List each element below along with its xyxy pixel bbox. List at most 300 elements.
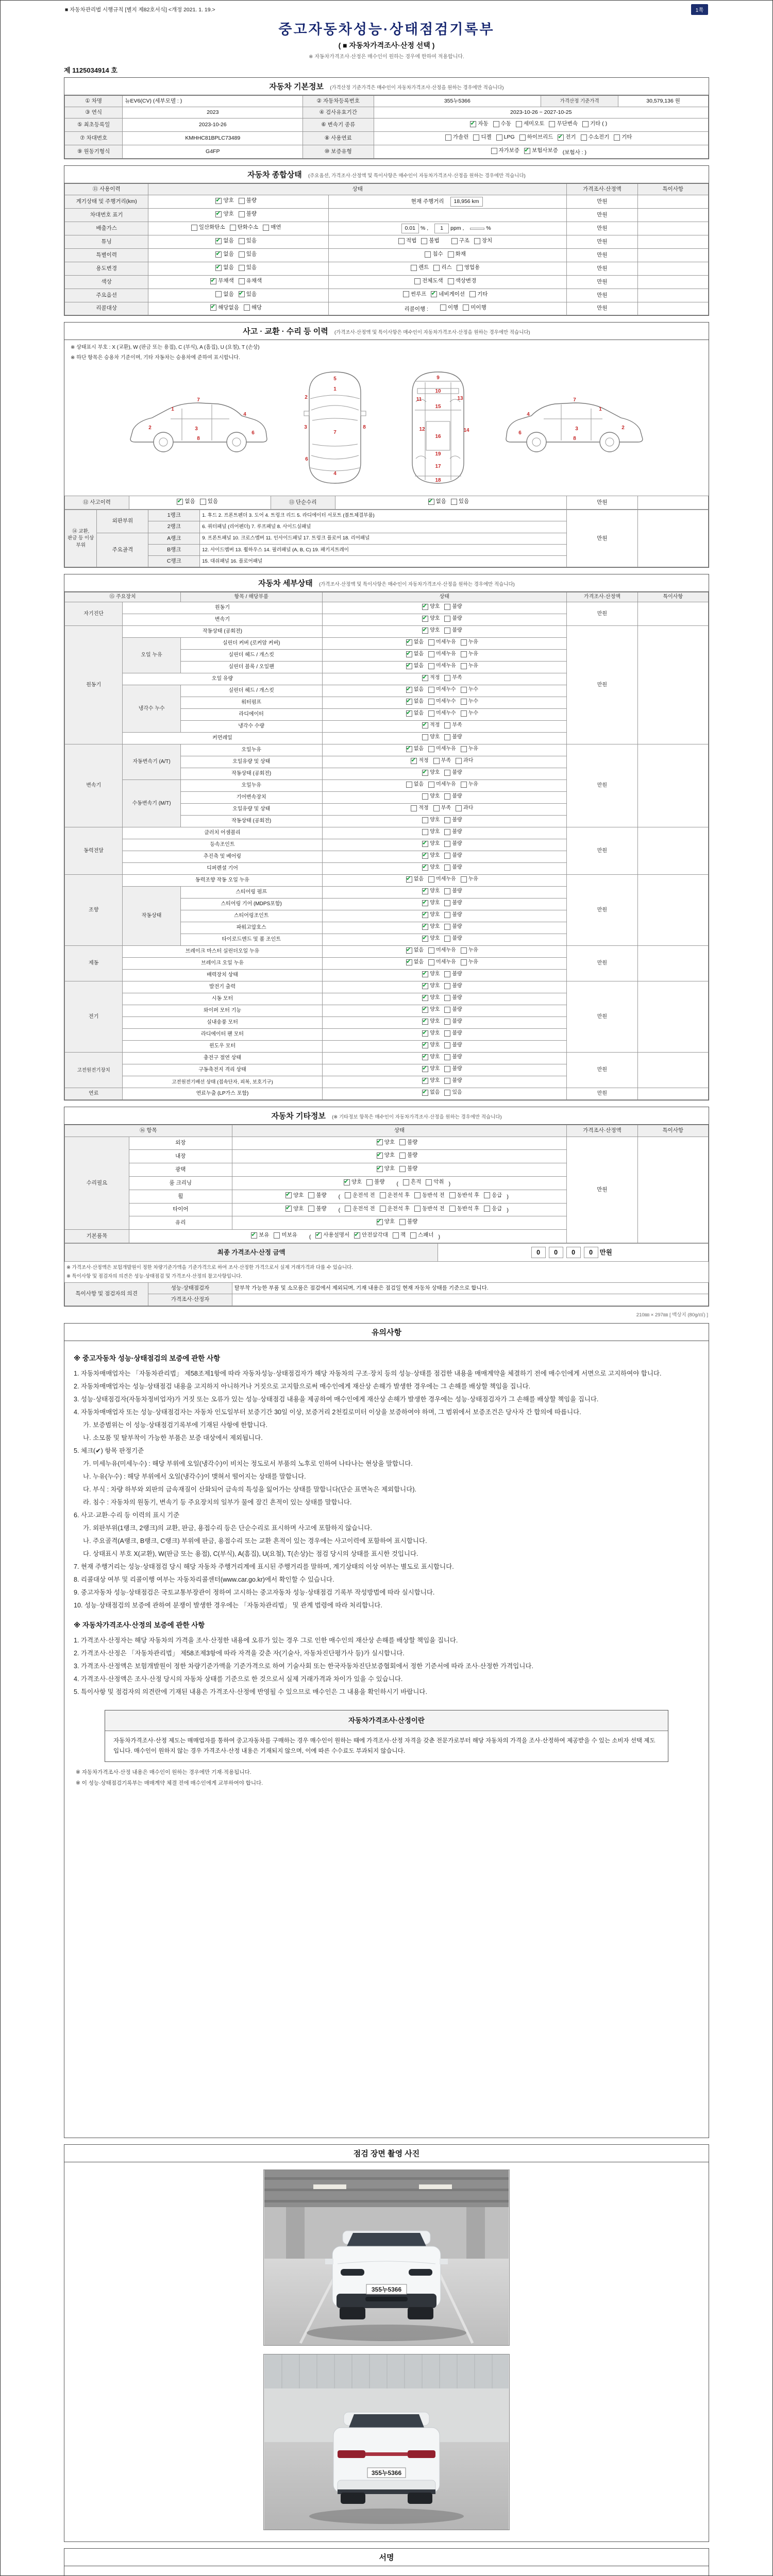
value-cell <box>637 249 708 262</box>
signature-title: 서명 <box>379 2553 394 2562</box>
checkbox <box>428 639 434 646</box>
option: 불량 <box>444 1065 462 1073</box>
option: ✔ 양호 <box>422 1077 440 1084</box>
option: ✔ 양호 <box>215 197 233 205</box>
option: 불량 <box>444 900 462 907</box>
detail-table <box>64 592 709 1100</box>
value-cell: 만원 <box>567 222 637 235</box>
svg-text:14: 14 <box>463 428 469 434</box>
option: ✔ 양호 <box>422 769 440 776</box>
option: 불량 <box>444 888 462 895</box>
value-cell: 시동 모터 <box>123 993 322 1005</box>
value-cell <box>329 195 567 209</box>
value-cell: 만원 <box>567 875 637 946</box>
value-cell: 만원 <box>567 195 637 209</box>
option: 있음 <box>239 250 257 258</box>
checkbox <box>444 829 450 835</box>
option: 불량 <box>444 935 462 942</box>
checkbox-checked <box>422 912 428 918</box>
section-accident-history <box>64 322 709 568</box>
label-cell: 특이사항 <box>637 592 708 602</box>
value-cell: 작동상태 (공회전) <box>123 626 322 638</box>
value-cell <box>148 249 329 262</box>
value-cell <box>322 934 567 946</box>
checkbox <box>274 1232 280 1239</box>
label-cell: 성능·상태점검자 <box>148 1283 232 1294</box>
option: ✔ 양호 <box>422 982 440 990</box>
value-cell <box>322 875 567 887</box>
svg-text:19: 19 <box>435 451 441 457</box>
option: 미세누유 <box>428 876 456 883</box>
section-other-info <box>64 1107 709 1306</box>
checkbox <box>461 651 467 657</box>
option: 악취 <box>426 1178 444 1186</box>
checkbox <box>461 876 467 883</box>
option: 양호 <box>422 734 440 741</box>
value-cell <box>637 510 708 567</box>
value-cell <box>637 1053 708 1088</box>
checkbox <box>428 746 434 752</box>
signature-rows <box>79 2573 204 2576</box>
option: ✔ 양호 <box>422 1006 440 1013</box>
checkbox <box>428 651 434 657</box>
option: 없음 <box>215 291 233 298</box>
label-cell: 색상 <box>65 275 148 289</box>
checkbox-checked <box>422 1078 428 1084</box>
option: 누유 <box>461 781 478 788</box>
checkbox <box>449 1206 456 1212</box>
value-cell <box>322 1005 567 1017</box>
value-cell: 만원 <box>567 981 637 1053</box>
label-cell: 차대번호 표기 <box>65 209 148 222</box>
svg-text:3: 3 <box>304 425 307 431</box>
section-overall-header <box>64 166 709 183</box>
checkbox <box>399 1153 406 1159</box>
label-cell: 리콜대상 <box>65 302 148 315</box>
checkbox-checked <box>431 291 437 297</box>
value-cell <box>322 1053 567 1064</box>
value-cell: 12. 사이드멤버 13. 휠하우스 14. 필러패널 (A, B, C) 19. 패키지트레이 <box>200 544 567 555</box>
checkbox-checked <box>210 278 216 284</box>
option: ✔ 양호 <box>422 994 440 1002</box>
checkbox <box>516 121 522 127</box>
value-cell <box>322 958 567 970</box>
section-basic-title: 자동차 기본정보 <box>269 82 324 91</box>
label-cell: ⑥ 변속기 종류 <box>303 118 374 132</box>
checkbox <box>444 675 450 681</box>
value-cell <box>322 1029 567 1041</box>
option: 미세누유 <box>428 745 456 753</box>
label-cell: A랭크 <box>148 533 200 544</box>
value-cell: 냉각수 수량 <box>180 721 322 733</box>
value-cell: G4FP <box>123 145 303 159</box>
checkbox-checked <box>422 1030 428 1037</box>
value-cell <box>637 496 708 510</box>
value-cell <box>322 685 567 697</box>
svg-text:18: 18 <box>435 478 441 484</box>
checkbox <box>474 238 480 244</box>
option: ✔ 없음 <box>215 264 233 272</box>
overall-condition-table-host <box>64 183 709 315</box>
damage-code-legend: ※ 상태표시 부호 : X (교환), W (판금 또는 용접), C (부식), A (흠집), U (요철), T (손상) <box>71 345 260 351</box>
checkbox <box>444 628 450 634</box>
notes-line: 나. 소모품 및 탈부착이 가능한 부품은 보증 대상에서 제외됩니다. <box>83 1434 263 1442</box>
notes-line: 가. 미세누유(미세누수) : 해당 부위에 오일(냉각수)이 비치는 정도로서 부품의 노후로 인하여 나타나는 현상을 말합니다. <box>83 1460 413 1467</box>
label-cell: 용도변경 <box>65 262 148 276</box>
checkbox <box>406 782 412 788</box>
value-cell: 발전기 출력 <box>123 981 322 993</box>
checkbox <box>444 1042 450 1048</box>
value-cell: 만원 <box>567 289 637 302</box>
section-basic-header <box>64 78 709 95</box>
photos-body <box>64 2162 709 2541</box>
option: 침수 <box>425 250 443 258</box>
checkbox <box>428 687 434 693</box>
option: ✔ 양호 <box>377 1218 395 1226</box>
value-cell <box>329 275 567 289</box>
checkbox-checked <box>422 604 428 610</box>
option: 미세누유 <box>428 639 456 646</box>
label-cell: 가격산정 기준가격 <box>541 96 618 107</box>
value-cell: 만원 <box>567 602 637 626</box>
notes-line: 5. 특이사항 및 점검자의 의견란에 기재된 내용은 가격조사·산정에 반영될 수 있으므로 매수인은 그 내용을 확인하시기 바랍니다. <box>74 1688 427 1696</box>
label-cell: 제동 <box>65 946 123 981</box>
checkbox <box>444 912 450 918</box>
value-cell: 실린더 헤드 / 개스킷 <box>180 650 322 662</box>
ranks-table <box>64 510 709 567</box>
option: 해당 <box>244 304 262 312</box>
value-cell <box>637 302 708 315</box>
svg-text:2: 2 <box>148 425 152 431</box>
checkbox-checked <box>210 304 216 311</box>
checkbox <box>491 148 497 154</box>
option: 있음 <box>444 1089 462 1096</box>
option: 동반석 후 <box>449 1205 480 1213</box>
value-cell: 만원 <box>567 1053 637 1088</box>
checkbox <box>426 1179 432 1185</box>
value-cell: 15. 대쉬패널 16. 플로어패널 <box>200 556 567 567</box>
option: 불량 <box>399 1151 417 1159</box>
notes-line: 4. 자동차매매업자 또는 성능·상태점검자는 자동차 인도일부터 보증기간 30일 이상, 보증거리 2천킬로미터 이상을 보증하여야 하며, 그 범위에서 보증조건은 당사자 간 합의에 따릅니다. <box>74 1408 581 1416</box>
checkbox <box>399 1139 406 1145</box>
value-cell <box>637 744 708 827</box>
value-cell <box>322 946 567 958</box>
label-cell: ⑫ 사고이력 <box>65 496 129 510</box>
option: 장치 <box>474 237 492 245</box>
value-cell <box>232 1163 567 1177</box>
value-cell <box>148 302 329 315</box>
value-cell: 실내송풍 모터 <box>123 1017 322 1029</box>
option: 불량 <box>444 1054 462 1061</box>
option: 흔적 <box>403 1178 421 1186</box>
section-overall-note: (주요옵션, 가격조사·산정액 및 특이사항은 매수인이 자동차가격조사·산정을 원하는 경우에만 적습니다) <box>308 173 526 179</box>
option: 불량 <box>444 1077 462 1084</box>
notes-line: 6. 사고·교환·수리 등 이력의 표시 기준 <box>74 1511 180 1519</box>
section-other-note: (※ 기타정보 항목은 매수인이 자동차가격조사·산정을 원하는 경우에만 적습니다) <box>332 1114 502 1121</box>
panel-rank-table-host <box>64 510 709 567</box>
checkbox-checked <box>406 687 412 693</box>
checkbox <box>444 616 450 622</box>
value-cell <box>322 804 567 816</box>
option: 누유 <box>461 663 478 670</box>
option: 미세누유 <box>428 663 456 670</box>
checkbox-checked <box>239 291 245 297</box>
checkbox-checked <box>422 1042 428 1048</box>
finalprice-table <box>64 1243 709 1262</box>
checkbox-checked <box>422 900 428 906</box>
option: ✔ 없음 <box>177 498 195 505</box>
checkbox <box>444 936 450 942</box>
label-cell: 가격조사·산정액 <box>567 1125 637 1137</box>
svg-text:3: 3 <box>575 426 578 432</box>
value-cell: 고전원전기배선 상태 (접속단자, 피복, 보호기구) <box>123 1076 322 1088</box>
svg-text:13: 13 <box>457 396 463 402</box>
checkbox <box>582 121 589 127</box>
option: ( <box>396 1180 398 1187</box>
checkbox <box>345 1206 351 1212</box>
checkbox <box>444 1090 450 1096</box>
label-cell: 1랭크 <box>148 510 200 521</box>
value-cell <box>232 1216 567 1230</box>
value-cell: 추진축 및 베어링 <box>123 851 322 863</box>
notes-line: 라. 침수 : 자동차의 원동기, 변속기 등 주요장치의 일부가 물에 잠긴 흔적이 있는 상태를 말합니다. <box>83 1498 352 1506</box>
value-cell <box>232 1150 567 1163</box>
label-cell: 주요골격 <box>97 533 148 567</box>
value-cell <box>322 792 567 804</box>
value-cell: 2023-10-26 ~ 2027-10-25 <box>374 107 709 118</box>
option: (보험사 : ) <box>562 149 586 156</box>
option: 운전석 전 <box>345 1192 375 1199</box>
label-cell: ⑬ 단순수리 <box>271 496 335 510</box>
option: 디젤 <box>473 133 491 141</box>
checkbox <box>410 1232 416 1239</box>
checkbox-checked <box>470 121 476 127</box>
option: 부족 <box>444 674 462 682</box>
section-other-header <box>64 1107 709 1125</box>
checkbox-checked <box>285 1206 292 1212</box>
value-box <box>470 228 484 230</box>
value-cell <box>148 235 329 249</box>
value-cell <box>637 1088 708 1100</box>
value-cell: 만원 <box>567 626 637 744</box>
section-accident-title: 사고 · 교환 · 수리 등 이력 <box>243 327 328 336</box>
checkbox <box>308 1192 314 1198</box>
option: 불량 <box>444 734 462 741</box>
option: ✔ 양호 <box>422 603 440 611</box>
checkbox <box>215 291 222 297</box>
svg-text:7: 7 <box>197 397 200 403</box>
checkbox-checked <box>411 758 417 764</box>
checkbox <box>451 499 457 505</box>
value-cell: 만원 <box>567 1088 637 1100</box>
value-cell: 오일유량 및 상태 <box>180 756 322 768</box>
option: 있음 <box>451 498 469 505</box>
notes-line: 나. 누유(누수) : 해당 부위에서 오일(냉각수)이 맺혀서 떨어지는 상태를 말합니다. <box>83 1472 306 1480</box>
value-cell <box>322 839 567 851</box>
label-cell: ⑦ 차대번호 <box>65 132 123 145</box>
value-cell: 6. 쿼터패널 (리어펜더) 7. 루프패널 8. 사이드실패널 <box>200 521 567 533</box>
option: 잭 <box>393 1231 406 1239</box>
value-cell <box>329 222 567 235</box>
option: ✔ 없음 <box>428 498 446 505</box>
value-cell <box>322 1064 567 1076</box>
checkbox-checked <box>422 936 428 942</box>
checkbox <box>191 225 197 231</box>
option: ✔ 양호 <box>422 615 440 622</box>
inspector-opinion-table-host <box>64 1282 709 1306</box>
value-cell: 만원 <box>567 1137 637 1243</box>
option: 불법 <box>421 237 439 245</box>
value-cell: 만원 <box>567 946 637 981</box>
label-cell: ③ 연식 <box>65 107 123 118</box>
option: 있음 <box>239 264 257 272</box>
option: ✔ 보험사보증 <box>524 147 558 155</box>
option: 적법 <box>398 237 416 245</box>
section-detail-note: (가격조사·산정액 및 특이사항은 매수인이 자동차가격조사·산정을 원하는 경우에만 적습니다) <box>318 582 515 588</box>
value-cell <box>322 910 567 922</box>
checkbox <box>366 1179 373 1185</box>
notes-line: 8. 리콜대상 여부 및 리콜이행 여부는 자동차리콜센터(www.car.go.kr)에서 확인할 수 있습니다. <box>74 1575 334 1583</box>
label-cell: 기본품목 <box>65 1230 129 1243</box>
option: 불량 <box>444 864 462 871</box>
svg-text:1: 1 <box>599 406 602 413</box>
notes-block-heading: ※ 자동차가격조사·산정의 보증에 관한 사항 <box>74 1621 205 1629</box>
option: ✔ 전기 <box>558 133 576 141</box>
option: ✔ 적정 <box>422 722 440 729</box>
value-cell <box>322 970 567 981</box>
value-cell <box>322 662 567 673</box>
option: ✔ 양호 <box>422 627 440 634</box>
section-signature <box>64 2548 709 2576</box>
option: 렌트 <box>411 264 429 272</box>
value-cell <box>322 1017 567 1029</box>
option: 전체도색 <box>414 277 443 285</box>
checkbox <box>493 121 499 127</box>
checkbox <box>456 805 462 811</box>
license-plate-text-rear: 355누5366 <box>371 2469 402 2477</box>
page-number-badge: 1쪽 <box>691 4 708 15</box>
value-cell <box>322 1041 567 1053</box>
section-overall-condition <box>64 165 709 316</box>
option: 구조 <box>451 237 469 245</box>
checkbox-checked <box>406 663 412 669</box>
option: ✔ 없음 <box>406 651 424 658</box>
car-diagram-right-side <box>497 389 652 466</box>
value-cell <box>322 1076 567 1088</box>
checkbox <box>440 304 446 311</box>
notes-line: 1. 자동차매매업자는 「자동차관리법」 제58조제1항에 따라 자동차성능·상태점검자가 해당 자동차의 구조·장치 등의 성능·상태를 점검한 내용을 매매계약을 체결하기 전에 매수인에게 서면으로 고지하여야 합니다. <box>74 1369 662 1377</box>
option: ( <box>338 1207 341 1214</box>
option: 누수 <box>461 686 478 693</box>
checkbox <box>456 758 462 764</box>
value-cell: 스티어링조인트 <box>180 910 322 922</box>
svg-text:4: 4 <box>527 412 530 418</box>
car-diagram-left-side <box>121 389 276 466</box>
option: ✔ 양호 <box>422 923 440 930</box>
svg-text:17: 17 <box>435 464 441 470</box>
checkbox <box>444 817 450 823</box>
checkbox <box>461 959 467 965</box>
car-diagram-underbody <box>394 366 482 489</box>
option: 불량 <box>239 197 257 205</box>
checkbox <box>444 853 450 859</box>
notes-line: 5. 체크(✔) 항목 판정기준 <box>74 1447 144 1454</box>
value-cell <box>374 132 709 145</box>
option: 불량 <box>308 1205 326 1213</box>
option: ✔ 양호 <box>344 1178 362 1186</box>
form-reference: ■ 자동차관리법 시행규칙 [별지 제82호서식] <개정 2021. 1. 19.> <box>65 7 215 13</box>
notices-title: 유의사항 <box>372 1328 401 1337</box>
value-cell: 오일누유 <box>180 780 322 792</box>
checkbox <box>444 983 450 989</box>
option: 불량 <box>444 840 462 848</box>
inspection-photo-front <box>264 2170 509 2345</box>
value-cell: 연료누출 (LP가스 포함) <box>123 1088 322 1100</box>
checkbox <box>444 734 450 740</box>
label-cell: 특이사항 <box>637 1125 708 1137</box>
option: ✔ 없음 <box>215 250 233 258</box>
option: 불량 <box>444 971 462 978</box>
checkbox-checked <box>344 1179 350 1185</box>
value-cell: 커먼레일 <box>123 733 322 744</box>
value-cell: 충전구 절연 상태 <box>123 1053 322 1064</box>
checkbox-checked <box>251 1232 257 1239</box>
checkbox <box>411 265 417 271</box>
checkbox <box>428 947 434 954</box>
option: ✔ 없음 <box>406 686 424 693</box>
value-box: 0 <box>566 1247 581 1258</box>
label-cell: 자기진단 <box>65 602 123 626</box>
value-cell <box>374 118 709 132</box>
value-cell <box>637 235 708 249</box>
value-cell: 파워고압호스 <box>180 922 322 934</box>
checkbox <box>449 1192 456 1198</box>
value-cell: 브레이크 오일 누유 <box>123 958 322 970</box>
checkbox <box>428 663 434 669</box>
other-info-table-host <box>64 1125 709 1243</box>
label-cell: 고전원전기장치 <box>65 1053 123 1088</box>
svg-text:1: 1 <box>333 386 337 393</box>
option: % <box>486 225 491 232</box>
checkbox <box>444 770 450 776</box>
value-cell <box>329 249 567 262</box>
option: 불량 <box>444 923 462 930</box>
value-cell: 라디에이터 <box>180 709 322 721</box>
option: ✔ 양호 <box>422 1065 440 1073</box>
option: 불량 <box>239 210 257 218</box>
value-cell <box>329 235 567 249</box>
option: 있음 <box>200 498 218 505</box>
value-cell <box>637 981 708 1053</box>
value-cell <box>374 145 709 159</box>
option: 일산화탄소 <box>191 224 225 231</box>
label-cell: ⑯ 항목 <box>65 1125 232 1137</box>
option: ✔ 없음 <box>406 698 424 705</box>
checkbox-checked <box>377 1139 383 1145</box>
checkbox <box>461 699 467 705</box>
value-cell <box>322 602 567 614</box>
checkbox <box>444 1007 450 1013</box>
photo-frame-front <box>263 2170 510 2346</box>
checkbox <box>581 134 587 141</box>
value-cell <box>637 946 708 981</box>
notices-footer-1: ※ 자동차가격조사·산정 내용은 매수인이 원하는 경우에만 기재·적용됩니다. <box>76 1769 251 1776</box>
checkbox-checked <box>422 1066 428 1072</box>
option: ✔ 양호 <box>422 1018 440 1025</box>
value-cell: 탈부착 가능한 부품 및 소모품은 점검에서 제외되며, 기재 내용은 점검일 현재 자동차 상태를 기준으로 합니다. <box>232 1283 708 1294</box>
option: ✔ 적정 <box>411 757 428 765</box>
option: 불량 <box>444 603 462 611</box>
